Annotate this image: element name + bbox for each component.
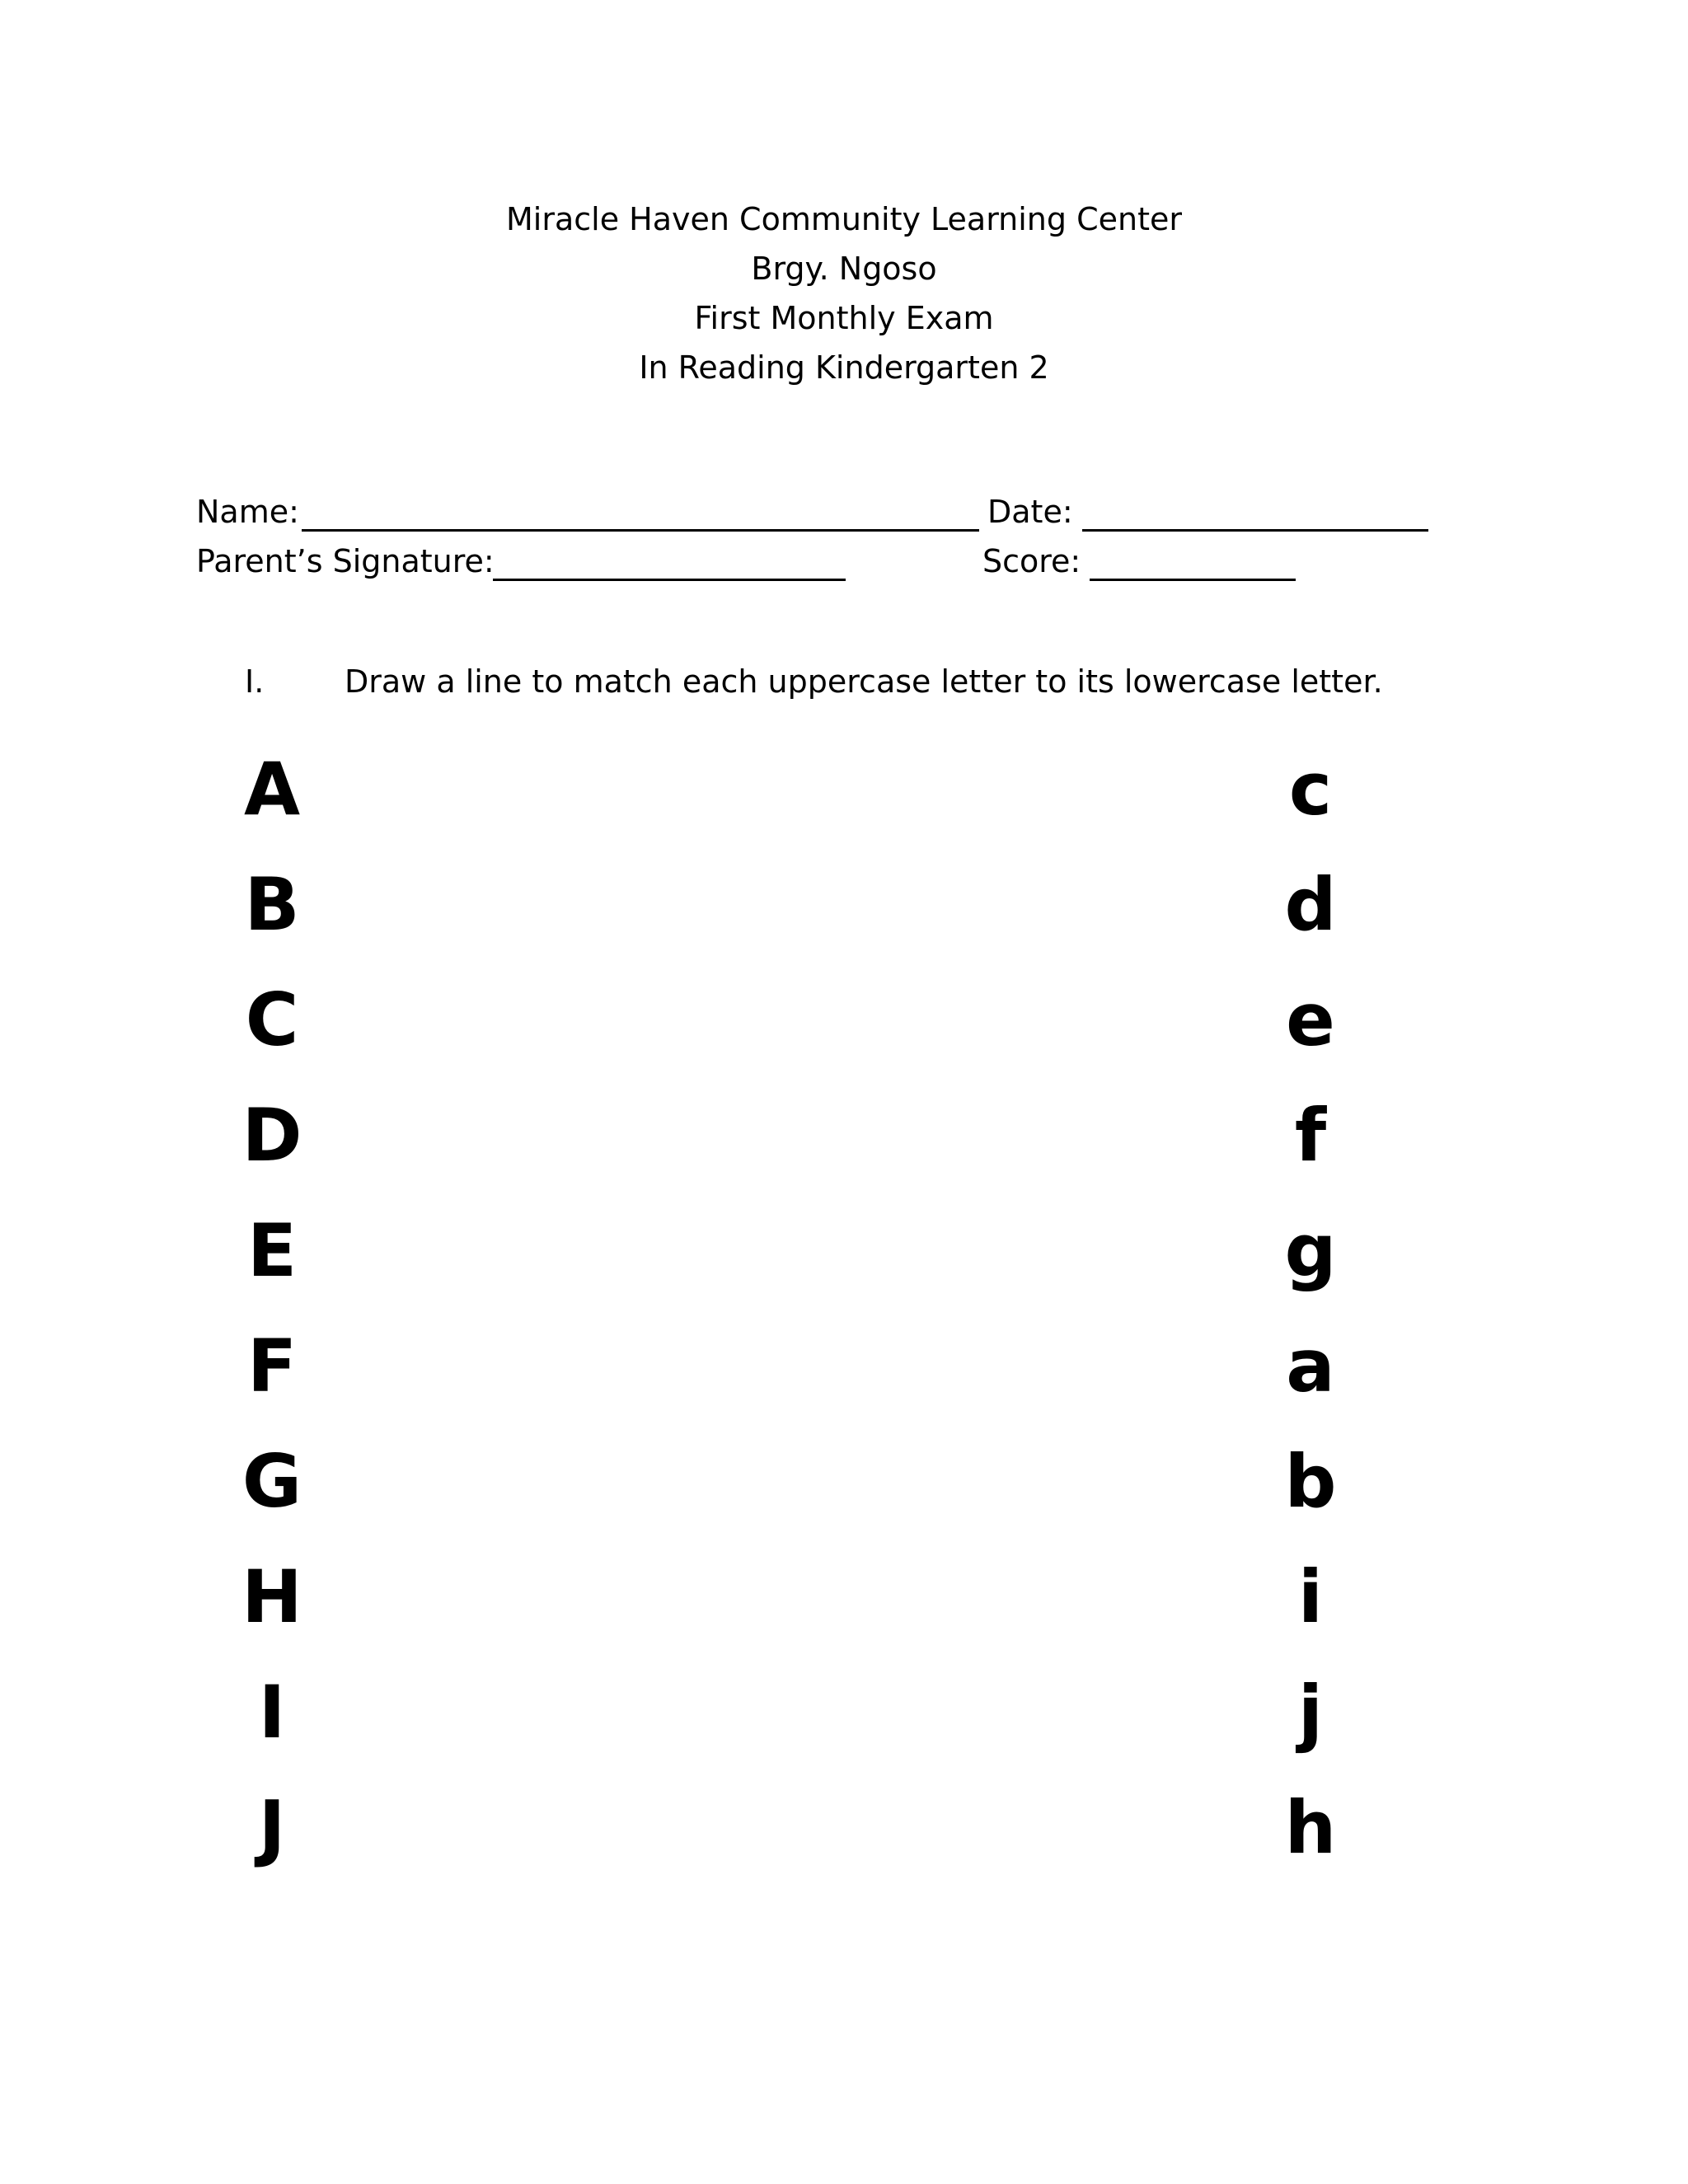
uppercase-letter[interactable]: H — [241, 1554, 302, 1639]
exam-subject: In Reading Kindergarten 2 — [639, 349, 1049, 386]
date-field[interactable] — [1082, 529, 1428, 532]
name-field[interactable] — [302, 529, 979, 532]
name-label: Name: — [196, 494, 299, 530]
uppercase-letter[interactable]: A — [243, 747, 301, 832]
lowercase-letter[interactable]: e — [1286, 977, 1335, 1062]
lowercase-letter[interactable]: f — [1294, 1093, 1327, 1178]
uppercase-letter[interactable]: E — [246, 1208, 298, 1293]
uppercase-letter[interactable]: C — [245, 977, 299, 1062]
exam-title: First Monthly Exam — [694, 300, 994, 336]
lowercase-letter[interactable]: a — [1286, 1324, 1335, 1408]
uppercase-letter[interactable]: F — [246, 1324, 298, 1408]
uppercase-letter[interactable]: J — [258, 1785, 286, 1870]
instruction-number: I. — [245, 663, 265, 700]
uppercase-letter[interactable]: D — [241, 1093, 302, 1178]
uppercase-letter[interactable]: B — [244, 862, 300, 947]
lowercase-letter[interactable]: j — [1297, 1670, 1324, 1755]
lowercase-letter[interactable]: d — [1284, 862, 1337, 947]
signature-field[interactable] — [493, 579, 846, 581]
school-name: Miracle Haven Community Learning Center — [505, 201, 1182, 237]
lowercase-letter[interactable]: g — [1284, 1208, 1337, 1293]
instruction-text: Draw a line to match each uppercase letter to its lowercase letter. — [345, 663, 1383, 700]
worksheet-header — [0, 194, 1688, 392]
lowercase-letter[interactable]: b — [1284, 1439, 1337, 1524]
uppercase-letter[interactable]: I — [258, 1670, 286, 1755]
signature-label: Parent’s Signature: — [196, 543, 495, 579]
score-field[interactable] — [1090, 579, 1296, 581]
score-label: Score: — [982, 543, 1081, 579]
lowercase-letter[interactable]: c — [1288, 747, 1333, 832]
date-label: Date: — [987, 494, 1073, 530]
uppercase-letter[interactable]: G — [241, 1439, 302, 1524]
lowercase-letter[interactable]: i — [1297, 1554, 1324, 1639]
lowercase-letter[interactable]: h — [1284, 1785, 1337, 1870]
barangay: Brgy. Ngoso — [751, 251, 937, 287]
